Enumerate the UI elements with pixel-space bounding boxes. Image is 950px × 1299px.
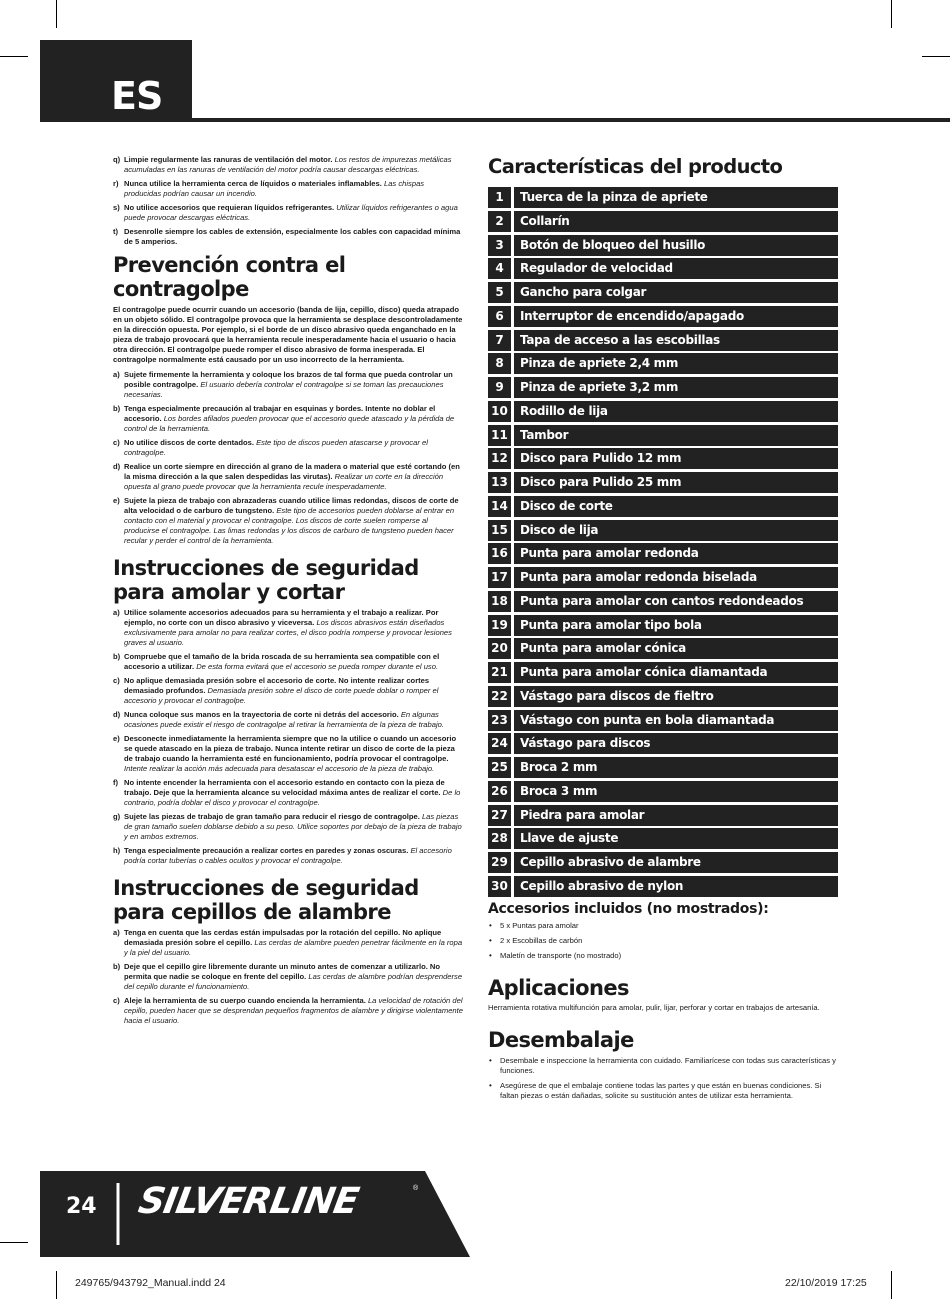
item-italic-text: Las cerdas de alambre podrían desprenderse del cepillo durante el funcionamiento. [124, 972, 463, 991]
date-slug: 22/10/2019 17:25 [785, 1277, 867, 1289]
item-label: c) [113, 438, 120, 447]
item-label: f) [113, 778, 119, 787]
part-row [488, 353, 838, 374]
bullet-item: • 2 x Escobillas de carbón [488, 936, 838, 946]
pre-items-list [113, 155, 463, 247]
part-number: 8 [488, 353, 511, 374]
part-name: Punta para amolar tipo bola [514, 615, 838, 636]
bullet-item: • Asegúrese de que el embalaje contiene todas las partes y que están en buenas condiciones. Si faltan piezas o están dañadas, solicite su sustitución antes de utilizar esta herramienta. [488, 1081, 838, 1101]
part-number: 21 [488, 662, 511, 683]
part-number: 3 [488, 235, 511, 256]
part-row [488, 876, 838, 897]
part-row [488, 733, 838, 754]
instruction-item [113, 676, 463, 706]
item-bold-text: Desconecte inmediatamente la herramienta siempre que no la utilice o cuando un accesorio se quede atascado en la pieza de trabajo. Nunca intente retirar un disco de corte de la pieza de trabajo cuando la herramienta esté en funcionamiento, podría provocar el contragolpe. [124, 734, 457, 763]
part-number: 25 [488, 757, 511, 778]
header-rule [192, 118, 950, 122]
file-slug: 249765/943792_Manual.indd 24 [75, 1277, 226, 1289]
grind-list [113, 608, 463, 866]
part-name: Vástago para discos de fieltro [514, 686, 838, 707]
part-row [488, 686, 838, 707]
part-number: 15 [488, 520, 511, 541]
part-name: Vástago con punta en bola diamantada [514, 710, 838, 731]
instruction-item [113, 438, 463, 458]
item-italic-text: Este tipo de discos pueden atascarse y provocar el contragolpe. [124, 438, 428, 457]
part-row [488, 781, 838, 802]
item-label: c) [113, 676, 120, 685]
item-italic-text: Las piezas de gran tamaño suelen doblarse debido a su peso. Utilice soportes por debajo de la pieza de trabajo y en ambos extremos. [124, 812, 462, 841]
part-row [488, 638, 838, 659]
part-name: Pinza de apriete 3,2 mm [514, 377, 838, 398]
part-row [488, 662, 838, 683]
part-number: 20 [488, 638, 511, 659]
part-name: Disco para Pulido 25 mm [514, 472, 838, 493]
part-number: 19 [488, 615, 511, 636]
part-name: Disco para Pulido 12 mm [514, 448, 838, 469]
part-row [488, 496, 838, 517]
part-row [488, 401, 838, 422]
item-label: d) [113, 462, 121, 471]
applications-text: Herramienta rotativa multifunción para amolar, pulir, lijar, perforar y cortar en trabajos de artesanía. [488, 1002, 820, 1012]
part-row [488, 235, 838, 256]
part-row [488, 330, 838, 351]
bullet-item: • Desembale e inspeccione la herramienta con cuidado. Familiarícese con todas sus características y funciones. [488, 1056, 838, 1076]
item-label: s) [113, 203, 120, 212]
item-bold-text: Sujete la pieza de trabajo con abrazaderas cuando utilice limas redondas, discos de corte de alta velocidad o de carburo de tungsteno. [124, 496, 459, 515]
part-name: Rodillo de lija [514, 401, 838, 422]
item-bold-text: Tenga especialmente precaución al trabajar en esquinas y bordes. Intente no doblar el accesorio. [124, 404, 436, 423]
left-column [113, 155, 463, 1030]
kickback-intro: El contragolpe puede ocurrir cuando un accesorio (banda de lija, cepillo, disco) queda atrapado en un objeto sólido. El contragolpe provoca que la herramienta se desplace descontroladamente en la dirección opuesta. Por ejemplo, si el borde de un disco abrasivo queda enganchado en la pieza de trabajo provocará que la herramienta recule inesperadamente hacia el usuario o hacia otra dirección. El contragolpe puede romper el disco abrasivo de forma inesperada. El contragolpe normalmente está causado por un uso incorrecto de la herramienta. [113, 305, 463, 364]
item-italic-text: El usuario debería controlar el contragolpe si se toman las precauciones necesarias. [124, 380, 444, 399]
part-number: 29 [488, 852, 511, 873]
item-italic-text: Demasiada presión sobre el disco de corte puede doblar o romper el accesorio y provocar el contragolpe. [124, 686, 439, 705]
item-italic-text: Los restos de impurezas metálicas acumuladas en las ranuras de ventilación del motor podría causar descargas eléctricas. [124, 155, 452, 174]
item-label: b) [113, 404, 121, 413]
part-row [488, 306, 838, 327]
item-italic-text: Este tipo de accesorios pueden doblarse al entrar en contacto con el material y provocar el contragolpe. Los discos de corte suelen romperse al producirse el contragolpe. Las limas redondas y los discos de carburo de tungsteno pueden hacer recular y perder el control de la herramienta. [124, 506, 455, 545]
part-name: Cepillo abrasivo de alambre [514, 852, 838, 873]
part-row [488, 828, 838, 849]
part-row [488, 805, 838, 826]
item-italic-text: De esta forma evitará que el accesorio se pueda romper durante el uso. [194, 662, 439, 671]
part-row [488, 211, 838, 232]
instruction-item [113, 179, 463, 199]
item-label: d) [113, 710, 121, 719]
part-name: Punta para amolar cónica diamantada [514, 662, 838, 683]
item-italic-text: Intente realizar la acción más adecuada para desatascar el accesorio de la pieza de trabajo. [124, 764, 435, 773]
part-name: Tambor [514, 425, 838, 446]
part-name: Piedra para amolar [514, 805, 838, 826]
crop-mark [0, 56, 28, 57]
item-label: g) [113, 812, 121, 821]
part-row [488, 615, 838, 636]
instruction-item [113, 370, 463, 400]
item-bold-text: Realice un corte siempre en dirección al grano de la madera o material que esté cortando (en la misma dirección a la que salen despedidas las virutas). [124, 462, 460, 481]
instruction-item [113, 608, 463, 648]
part-row [488, 710, 838, 731]
part-row [488, 757, 838, 778]
part-row [488, 448, 838, 469]
part-name: Llave de ajuste [514, 828, 838, 849]
item-label: r) [113, 179, 119, 188]
part-number: 1 [488, 187, 511, 208]
part-number: 10 [488, 401, 511, 422]
part-row [488, 187, 838, 208]
instruction-item [113, 962, 463, 992]
part-number: 9 [488, 377, 511, 398]
item-italic-text: De lo contrario, podría doblar el disco y provocar el contragolpe. [124, 788, 461, 807]
item-bold-text: Utilice solamente accesorios adecuados para su herramienta y el trabajo a realizar. Por ejemplo, no corte con un disco abrasivo y viceversa. [124, 608, 439, 627]
crop-mark [56, 0, 57, 28]
item-bold-text: Tenga en cuenta que las cerdas están impulsadas por la rotación del cepillo. No aplique demasiada presión sobre el cepillo. [124, 928, 442, 947]
part-number: 24 [488, 733, 511, 754]
brand-logo: SILVERLINE [135, 1181, 362, 1222]
item-label: q) [113, 155, 121, 164]
part-name: Broca 3 mm [514, 781, 838, 802]
item-italic-text: Las chispas producidas podrían causar un incendio. [124, 179, 425, 198]
instruction-item [113, 652, 463, 672]
kickback-title: Prevención contra el contragolpe [113, 253, 346, 301]
item-italic-text: Las cerdas de alambre pueden penetrar fácilmente en la ropa y la piel del usuario. [124, 938, 463, 957]
item-bold-text: No aplique demasiada presión sobre el accesorio de corte. No intente realizar cortes demasiado profundos. [124, 676, 430, 695]
item-bold-text: No utilice discos de corte dentados. [124, 438, 254, 447]
part-number: 14 [488, 496, 511, 517]
item-italic-text: Realizar un corte en la dirección opuesta al grano puede provocar que la herramienta recule inesperadamente. [124, 472, 444, 491]
part-number: 30 [488, 876, 511, 897]
item-bold-text: No intente encender la herramienta con el accesorio estando en contacto con la pieza de trabajo. Deje que la herramienta alcance su velocidad máxima antes de realizar el corte. [124, 778, 445, 797]
grind-title: Instrucciones de seguridad para amolar y cortar [113, 556, 419, 604]
part-name: Disco de lija [514, 520, 838, 541]
part-number: 28 [488, 828, 511, 849]
part-name: Pinza de apriete 2,4 mm [514, 353, 838, 374]
language-code: ES [111, 74, 163, 118]
page-number: 24 [66, 1194, 97, 1219]
unpack-list [488, 1056, 838, 1101]
part-row [488, 520, 838, 541]
features-title: Características del producto [488, 155, 783, 178]
part-number: 18 [488, 591, 511, 612]
part-name: Punta para amolar redonda biselada [514, 567, 838, 588]
part-row [488, 591, 838, 612]
item-bold-text: Tenga especialmente precaución a realizar cortes en paredes y zonas oscuras. [124, 846, 409, 855]
instruction-item [113, 778, 463, 808]
part-row [488, 567, 838, 588]
instruction-item [113, 496, 463, 546]
part-row [488, 258, 838, 279]
language-tab [40, 40, 192, 122]
item-bold-text: Aleje la herramienta de su cuerpo cuando encienda la herramienta. [124, 996, 366, 1005]
part-name: Punta para amolar redonda [514, 543, 838, 564]
brush-title: Instrucciones de seguridad para cepillos de alambre [113, 876, 419, 924]
parts-list [488, 187, 838, 897]
accessories-title: Accesorios incluidos (no mostrados): [488, 900, 769, 917]
part-row [488, 472, 838, 493]
instruction-item [113, 734, 463, 774]
crop-mark [56, 1271, 57, 1299]
part-name: Tapa de acceso a las escobillas [514, 330, 838, 351]
instruction-item [113, 928, 463, 958]
part-number: 5 [488, 282, 511, 303]
item-label: b) [113, 962, 121, 971]
part-name: Tuerca de la pinza de apriete [514, 187, 838, 208]
instruction-item [113, 710, 463, 730]
unpack-title: Desembalaje [488, 1027, 634, 1052]
item-italic-text: Los bordes afilados pueden provocar que el accesorio quede atascado y la pérdida de control de la herramienta. [124, 414, 455, 433]
part-name: Broca 2 mm [514, 757, 838, 778]
item-label: e) [113, 734, 120, 743]
item-bold-text: Deje que el cepillo gire libremente durante un minuto antes de comenzar a utilizarlo. No permita que nadie se coloque en frente del cepillo. [124, 962, 441, 981]
accessories-list [488, 921, 838, 961]
part-name: Vástago para discos [514, 733, 838, 754]
part-number: 16 [488, 543, 511, 564]
part-number: 4 [488, 258, 511, 279]
part-number: 23 [488, 710, 511, 731]
item-label: a) [113, 928, 120, 937]
item-label: c) [113, 996, 120, 1005]
part-name: Botón de bloqueo del husillo [514, 235, 838, 256]
part-number: 13 [488, 472, 511, 493]
applications-title: Aplicaciones [488, 975, 629, 1000]
item-bold-text: No utilice accesorios que requieran líquidos refrigerantes. [124, 203, 335, 212]
item-bold-text: Sujete firmemente la herramienta y coloque los brazos de tal forma que pueda controlar un posible contragolpe. [124, 370, 453, 389]
part-row [488, 425, 838, 446]
part-name: Regulador de velocidad [514, 258, 838, 279]
item-bold-text: Desenrolle siempre los cables de extensión, especialmente los cables con capacidad mínima de 5 amperios. [124, 227, 461, 246]
part-name: Collarín [514, 211, 838, 232]
item-italic-text: El accesorio podría cortar tuberías o cables ocultos y provocar el contragolpe. [124, 846, 452, 865]
instruction-item [113, 846, 463, 866]
part-number: 22 [488, 686, 511, 707]
item-label: a) [113, 608, 120, 617]
item-italic-text: En algunas ocasiones puede existir el riesgo de contragolpe al retirar la herramienta de la pieza de trabajo. [124, 710, 444, 729]
part-name: Interruptor de encendido/apagado [514, 306, 838, 327]
bullet-item: • Maletín de transporte (no mostrado) [488, 951, 838, 961]
instruction-item [113, 462, 463, 492]
item-label: e) [113, 496, 120, 505]
crop-mark [891, 1271, 892, 1299]
right-column [488, 155, 838, 1106]
part-number: 17 [488, 567, 511, 588]
item-italic-text: Los discos abrasivos están diseñados exclusivamente para amolar no para realizar cortes, el disco podría romperse y provocar lesiones graves al usuario. [124, 618, 452, 647]
kickback-list [113, 370, 463, 546]
registered-mark: ® [413, 1185, 419, 1192]
item-label: h) [113, 846, 121, 855]
item-italic-text: La velocidad de rotación del cepillo, pueden hacer que se desprendan pequeños fragmentos de alambre y dirigirse violentamente hacia el usuario. [124, 996, 463, 1025]
part-row [488, 282, 838, 303]
part-name: Cepillo abrasivo de nylon [514, 876, 838, 897]
item-bold-text: Nunca coloque sus manos en la trayectoria de corte ni detrás del accesorio. [124, 710, 399, 719]
part-name: Punta para amolar cónica [514, 638, 838, 659]
crop-mark [922, 56, 950, 57]
instruction-item [113, 812, 463, 842]
instruction-item [113, 404, 463, 434]
part-name: Gancho para colgar [514, 282, 838, 303]
part-name: Disco de corte [514, 496, 838, 517]
part-number: 7 [488, 330, 511, 351]
instruction-item [113, 155, 463, 175]
instruction-item [113, 996, 463, 1026]
bullet-item: • 5 x Puntas para amolar [488, 921, 838, 931]
part-number: 26 [488, 781, 511, 802]
item-label: a) [113, 370, 120, 379]
part-number: 2 [488, 211, 511, 232]
item-bold-text: Compruebe que el tamaño de la brida roscada de su herramienta sea compatible con el accesorio a utilizar. [124, 652, 440, 671]
part-row [488, 543, 838, 564]
part-number: 6 [488, 306, 511, 327]
part-number: 27 [488, 805, 511, 826]
part-row [488, 377, 838, 398]
item-bold-text: Nunca utilice la herramienta cerca de líquidos o materiales inflamables. [124, 179, 382, 188]
part-name: Punta para amolar con cantos redondeados [514, 591, 838, 612]
instruction-item [113, 203, 463, 223]
part-row [488, 852, 838, 873]
crop-mark [0, 1242, 28, 1243]
item-bold-text: Sujete las piezas de trabajo de gran tamaño para reducir el riesgo de contragolpe. [124, 812, 420, 821]
item-italic-text: Utilizar líquidos refrigerantes o agua puede provocar descargas eléctricas. [124, 203, 458, 222]
item-bold-text: Limpie regularmente las ranuras de ventilación del motor. [124, 155, 333, 164]
item-label: b) [113, 652, 121, 661]
item-label: t) [113, 227, 119, 236]
part-number: 11 [488, 425, 511, 446]
part-number: 12 [488, 448, 511, 469]
brush-list [113, 928, 463, 1026]
instruction-item [113, 227, 463, 247]
crop-mark [891, 0, 892, 28]
